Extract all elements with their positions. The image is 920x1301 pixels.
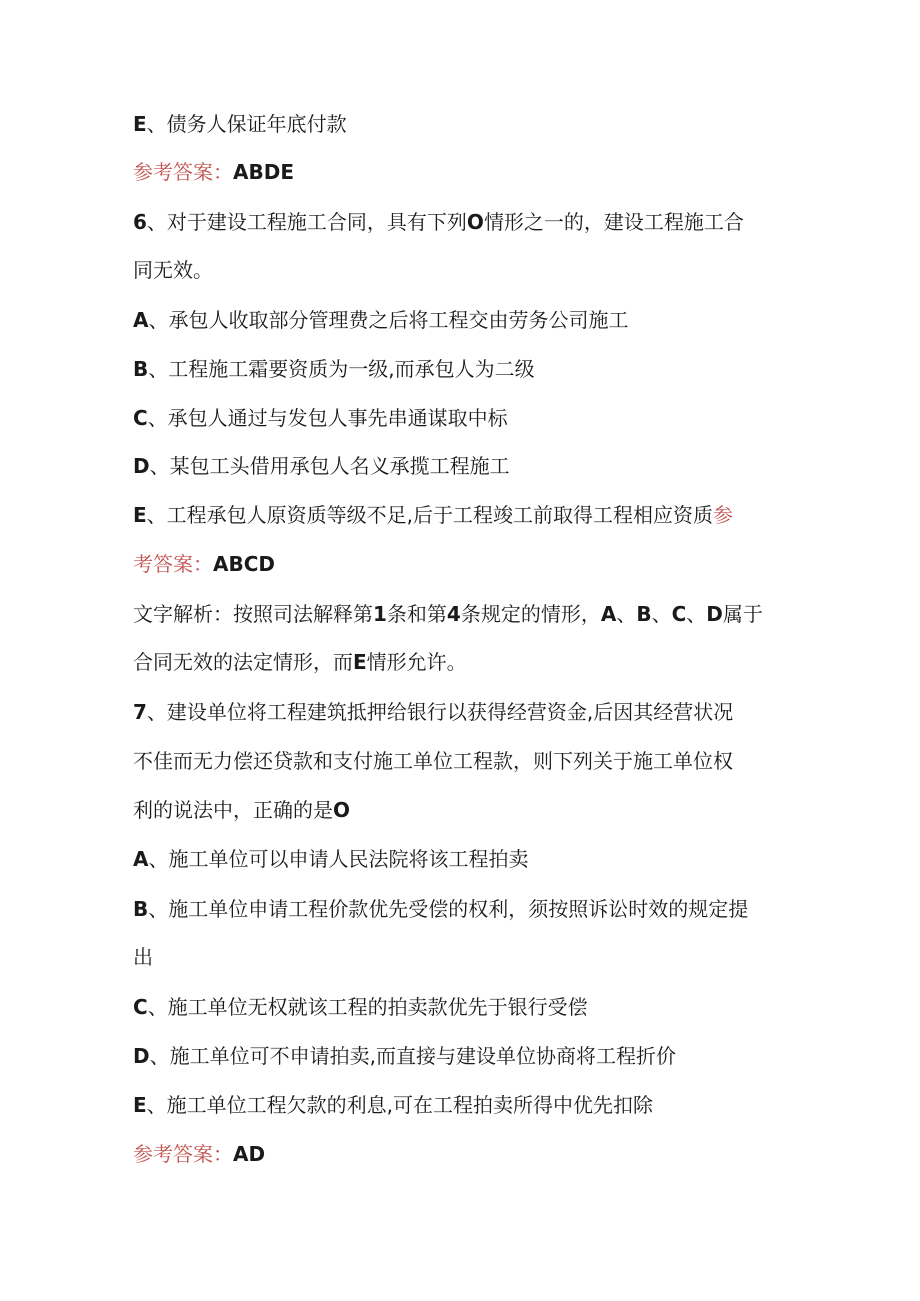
option-text: 、工程施工霜要资质为一级,而承包人为二级: [148, 357, 535, 381]
option-text: 、承包人通过与发包人事先串通谋取中标: [147, 406, 508, 430]
option-text: 、某包工头借用承包人名义承揽工程施工: [149, 454, 510, 478]
option-letter: B: [133, 897, 149, 921]
q6-option-c: [133, 402, 508, 434]
q5-answer: [133, 156, 294, 188]
q6-stem-line2: 同无效。: [133, 258, 213, 282]
answer-value: ABCD: [213, 552, 276, 576]
q7-option-e: [133, 1089, 653, 1121]
analysis-sep: 、: [651, 602, 672, 626]
option-letter: B: [133, 357, 149, 381]
option-text: 、施工单位可不申请拍卖,而直接与建设单位协商将工程折价: [149, 1044, 676, 1068]
q7-option-b-line2: 出: [133, 945, 153, 969]
option-letter: A: [133, 308, 149, 332]
answer-label: 参考答案：: [133, 1142, 233, 1166]
question-number: 7: [133, 700, 147, 724]
option-letter: C: [133, 995, 148, 1019]
analysis-letter: B: [636, 602, 652, 626]
option-letter: E: [133, 1093, 147, 1117]
question-number: 6: [133, 210, 147, 234]
q7-answer: [133, 1138, 265, 1170]
option-text: 、工程承包人原资质等级不足,后于工程竣工前取得工程相应资质: [146, 503, 714, 527]
option-letter: A: [133, 847, 149, 871]
q7-stem-line1: [133, 696, 733, 728]
analysis-number: 4: [446, 602, 461, 626]
analysis-text: 文字解析：按照司法解释第: [133, 602, 373, 626]
analysis-letter: C: [671, 602, 687, 626]
option-text: 、承包人收取部分管理费之后将工程交由劳务公司施工: [148, 308, 629, 332]
stem-text: 利的说法中，正确的是: [133, 798, 333, 822]
blank-marker: O: [466, 210, 484, 234]
q6-option-e: [133, 499, 733, 531]
option-letter: D: [133, 454, 150, 478]
q6-analysis-line2: [133, 646, 467, 678]
option-letter: E: [133, 112, 147, 136]
analysis-sep: 、: [616, 602, 637, 626]
option-text: 、施工单位无权就该工程的拍卖款优先于银行受偿: [147, 995, 588, 1019]
q7-option-c: [133, 991, 588, 1023]
q6-option-b: [133, 353, 535, 385]
option-text: 、施工单位可以申请人民法院将该工程拍卖: [148, 847, 529, 871]
option-text: 、施工单位申请工程价款优先受偿的权利，须按照诉讼时效的规定提: [148, 897, 749, 921]
q6-stem-line1: [133, 206, 744, 238]
analysis-text: 情形允许。: [366, 650, 467, 674]
stem-text: 情形之一的，建设工程施工合: [483, 210, 744, 234]
answer-label-start: 参: [713, 503, 734, 527]
q6-option-d: [133, 450, 510, 482]
stem-text: 、对于建设工程施工合同，具有下列: [146, 210, 467, 234]
analysis-text: 合同无效的法定情形，而: [133, 650, 353, 674]
option-text: 、施工单位工程欠款的利息,可在工程拍卖所得中优先扣除: [146, 1093, 654, 1117]
q7-option-d: [133, 1040, 676, 1072]
analysis-number: 1: [373, 602, 387, 626]
stem-text: 、建设单位将工程建筑抵押给银行以获得经营资金,后因其经营状况: [146, 700, 734, 724]
blank-marker: O: [333, 798, 351, 822]
analysis-text: 条规定的情形，: [460, 602, 601, 626]
q7-option-b: [133, 893, 748, 925]
answer-label: 参考答案：: [133, 160, 233, 184]
q7-stem-line3: [133, 794, 350, 826]
analysis-letter: D: [706, 602, 723, 626]
answer-label: 考答案：: [133, 552, 213, 576]
q6-option-a: [133, 304, 628, 336]
q6-analysis-line1: [133, 598, 763, 630]
analysis-text: 条和第: [386, 602, 447, 626]
analysis-letter: E: [353, 650, 367, 674]
q5-option-e: [133, 108, 347, 140]
q7-stem-line2: 不佳而无力偿还贷款和支付施工单位工程款，则下列关于施工单位权: [133, 749, 733, 773]
answer-value: ABDE: [233, 160, 294, 184]
q6-answer: [133, 548, 275, 580]
option-letter: E: [133, 503, 147, 527]
option-text: 、债务人保证年底付款: [146, 112, 347, 136]
option-letter: D: [133, 1044, 150, 1068]
option-letter: C: [133, 406, 148, 430]
answer-value: AD: [233, 1142, 266, 1166]
analysis-letter: A: [600, 602, 617, 626]
analysis-text: 属于: [722, 602, 763, 626]
q7-option-a: [133, 843, 528, 875]
analysis-sep: 、: [686, 602, 707, 626]
